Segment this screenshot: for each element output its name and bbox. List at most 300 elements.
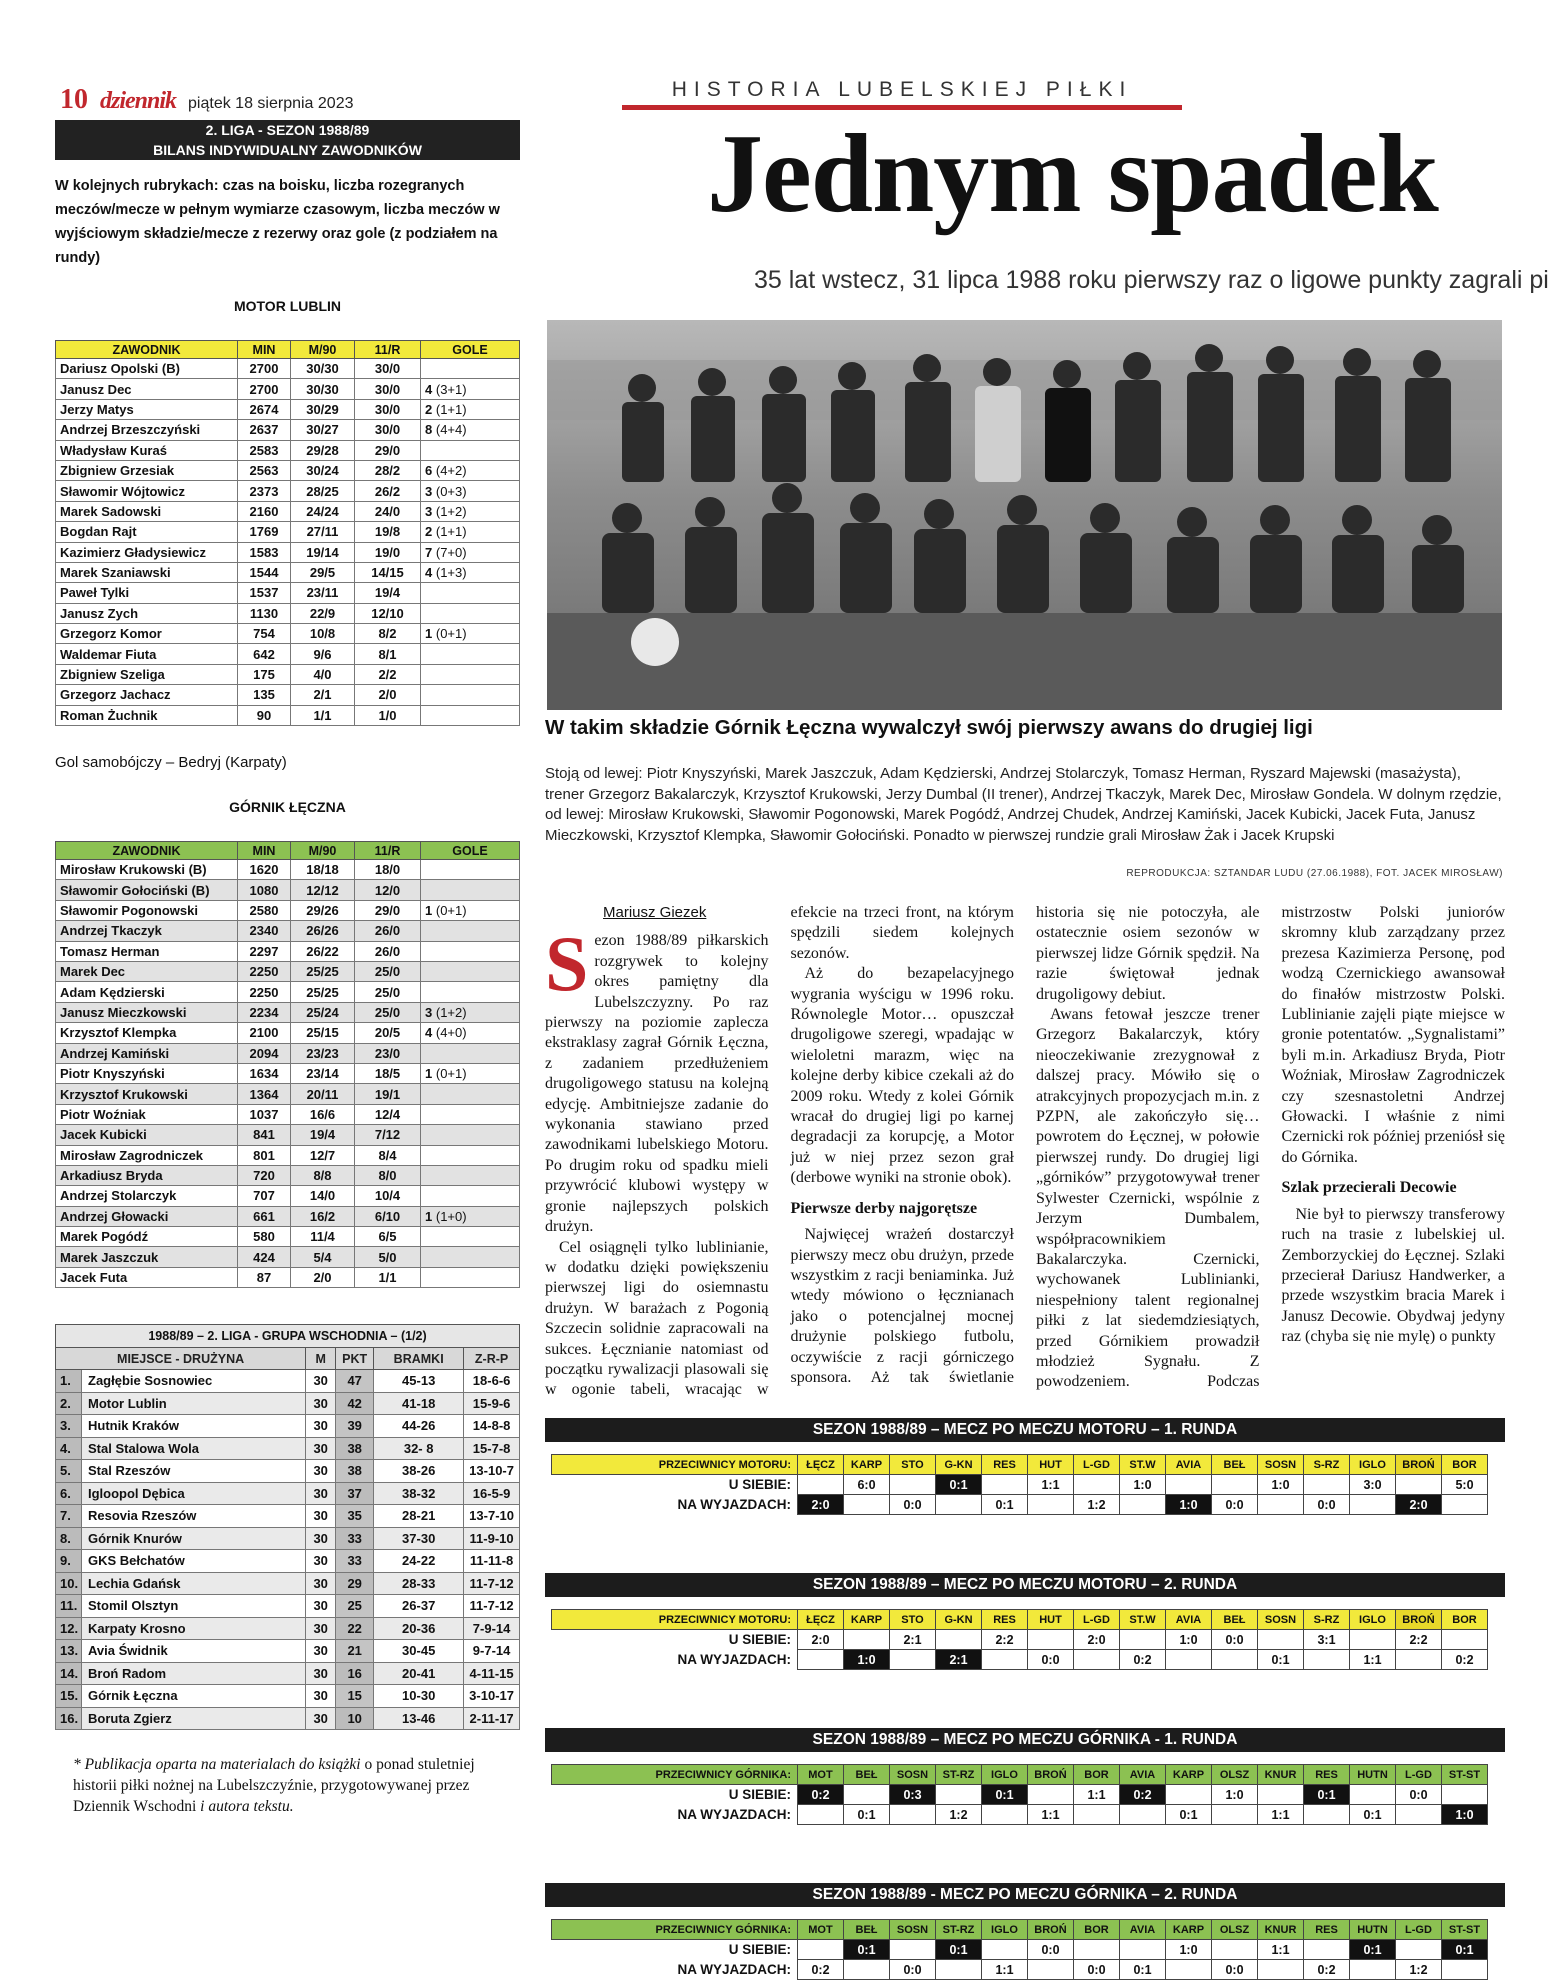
w-d-l: 11-7-12 [464, 1572, 520, 1595]
w-d-l: 4-11-15 [464, 1662, 520, 1685]
opponent-name: MOT [798, 1765, 844, 1785]
col-wdl: Z-R-P [464, 1348, 520, 1370]
article-paragraph-4: Najwięcej wrażeń dostarczył pierwszy mecz obu drużyn, przede wszystkim z racji beniaminka. Już wtedy mówiono o łęcznianach jako o potencjalnej mocnej drużynie polskiego futbolu, oczywiście z racji górniczego sponsora. Aż tak świetlanie historia się nie potoczyła, ale ostatecznie osiem sezonów w pierwszej lidze Górnik spędził. Na razie świętował jednak drugoligowy debiut. [790, 904, 1260, 1386]
player-11r: 26/0 [355, 941, 421, 961]
opponent-name: BROŃ [1396, 1455, 1442, 1475]
goals-split: (4+4) [435, 422, 467, 438]
opponent-name: BROŃ [1028, 1765, 1074, 1785]
goal-balance: 20-36 [374, 1617, 464, 1640]
opponents-label: PRZECIWNICY MOTORU: [552, 1455, 798, 1475]
footnote-part-a: * Publikacja oparta na materialach do książki [73, 1756, 365, 1774]
player-min: 1080 [238, 880, 291, 900]
table-row [56, 705, 520, 725]
player-goals [421, 880, 520, 900]
opponent-name: AVIA [1166, 1610, 1212, 1630]
drop-cap: S [545, 920, 589, 1008]
opponent-name: BEŁ [844, 1920, 890, 1940]
match-board [545, 1418, 1505, 1515]
opponent-name: ST.W [1120, 1610, 1166, 1630]
position: 5. [56, 1460, 82, 1483]
player-m90: 5/4 [291, 1247, 355, 1267]
match-score [1212, 1475, 1258, 1495]
player-goals [421, 1206, 520, 1226]
player-m90: 18/18 [291, 860, 355, 880]
player-goals [421, 399, 520, 419]
own-goal-note: Gol samobójczy – Bedryj (Karpaty) [55, 754, 287, 772]
team-name: GKS Bełchatów [82, 1550, 306, 1573]
points: 42 [336, 1392, 374, 1415]
player-m90: 27/11 [291, 522, 355, 542]
position: 8. [56, 1527, 82, 1550]
team-name: Hutnik Kraków [82, 1415, 306, 1438]
match-score [1028, 1495, 1074, 1515]
player-name: Paweł Tylki [56, 583, 238, 603]
opponent-name: RES [982, 1610, 1028, 1630]
player-name: Dariusz Opolski (B) [56, 359, 238, 379]
player-name: Andrzej Tkaczyk [56, 921, 238, 941]
player-name: Krzysztof Krukowski [56, 1084, 238, 1104]
position: 7. [56, 1505, 82, 1528]
player-m90: 25/24 [291, 1002, 355, 1022]
goal-balance: 38-32 [374, 1482, 464, 1505]
w-d-l: 3-10-17 [464, 1685, 520, 1708]
match-score: 0:3 [890, 1785, 936, 1805]
table-row [56, 1002, 520, 1022]
player-name: Marek Szaniawski [56, 562, 238, 582]
goal-balance: 10-30 [374, 1685, 464, 1708]
table-row [56, 440, 520, 460]
opponents-row [552, 1765, 1488, 1785]
player-11r: 1/1 [355, 1267, 421, 1287]
banner-line-1: 2. LIGA - SEZON 1988/89 [205, 122, 370, 138]
table-row [56, 880, 520, 900]
subheadline: 35 lat wstecz, 31 lipca 1988 roku pierwszy raz o ligowe punkty zagrali pi [754, 266, 1549, 294]
opponent-name: BROŃ [1396, 1610, 1442, 1630]
matches: 30 [306, 1550, 336, 1573]
player-min: 2580 [238, 900, 291, 920]
page-number: 10 [60, 84, 88, 115]
article-author: Mariusz Giezek [603, 904, 707, 921]
match-score [1396, 1650, 1442, 1670]
player-m90: 19/14 [291, 542, 355, 562]
goal-balance: 45-13 [374, 1370, 464, 1393]
w-d-l: 9-7-14 [464, 1640, 520, 1663]
points: 38 [336, 1460, 374, 1483]
player-name: Andrzej Brzeszczyński [56, 420, 238, 440]
match-score: 3:0 [1350, 1475, 1396, 1495]
team-name: Avia Świdnik [82, 1640, 306, 1663]
match-score [1074, 1940, 1120, 1960]
home-results-row [552, 1785, 1488, 1805]
player-min: 720 [238, 1165, 291, 1185]
opponent-name: ŁĘCZ [798, 1455, 844, 1475]
match-board [545, 1573, 1505, 1670]
player-min: 2297 [238, 941, 291, 961]
player-name: Sławomir Wójtowicz [56, 481, 238, 501]
opponent-name: HUT [1028, 1455, 1074, 1475]
table-row [56, 1206, 520, 1226]
player-11r: 14/15 [355, 562, 421, 582]
player-name: Kazimierz Gładysiewicz [56, 542, 238, 562]
article-subheading-1: Pierwsze derby najgorętsze [790, 1199, 978, 1217]
opponent-name: BEŁ [1212, 1610, 1258, 1630]
match-score [844, 1785, 890, 1805]
article-paragraph-6: Nie był to pierwszy transferowy ruch na trasie z lubelskiej ul. Zemborzyckiej do Łęcznej. Szlaki przecierał Dariusz Handwerker, a przede wszystkim bracia Marek i Janusz Decowie. Obydwaj jedyny raz (chyba się nie mylę) o punkty [1281, 1205, 1505, 1346]
match-score: 1:1 [1074, 1785, 1120, 1805]
player-min: 1583 [238, 542, 291, 562]
matches: 30 [306, 1617, 336, 1640]
player-m90: 28/25 [291, 481, 355, 501]
w-d-l: 15-7-8 [464, 1437, 520, 1460]
table-row [56, 1227, 520, 1247]
match-score: 0:1 [1350, 1805, 1396, 1825]
match-score: 2:2 [982, 1630, 1028, 1650]
match-score [1120, 1940, 1166, 1960]
match-score [1212, 1650, 1258, 1670]
col-m: M [306, 1348, 336, 1370]
football [631, 618, 679, 666]
match-score [982, 1475, 1028, 1495]
team-name: Stal Stalowa Wola [82, 1437, 306, 1460]
match-grid [551, 1609, 1488, 1670]
match-score: 3:1 [1304, 1630, 1350, 1650]
opponent-name: STO [890, 1455, 936, 1475]
table-row [56, 644, 520, 664]
away-results-row [552, 1495, 1488, 1515]
goals-split: (0+1) [435, 903, 467, 918]
article-paragraph-5: Awans fetował jeszcze trener Grzegorz Bakalarczyk, który nieoczekiwanie zrezygnował z dalszej pracy. Mówiło się o atrakcyjnych propozycjach m.in. z PZPN, ale zakończyło się… powrotem do Łęcznej, w połowie pierwszej rundy. Do drugiej ligi „górników” przygotowywał trener Sylwester Czernicki, wspólnie z Jerzym Dumbalem, współpracownikiem Bakalarczyka. Czernicki, wychowanek Lublinianki, niespełniony talent regionalnej piłki z lat siedemdziesiątych, przed Górnikiem prowadził młodzież Sygnału. Z powodzeniem. Podczas mistrzostw Polski juniorów skromny klub zarządzany przez prezesa Kazimierza Personę, pod wodzą Czernickiego awansował do finałów mistrzostw Polski. Lublinianie zajęli piąte miejsce w gronie potentatów. „Sygnalistami” byli m.in. Arkadiusz Bryda, Piotr Woźniak, Mirosław Zagrodniczek czy szesnastoletni Andrzej Głowacki. I właśnie z nimi Czernicki rok później przeniósł się do Górnika. [1036, 904, 1505, 1391]
stats-intro: W kolejnych rubrykach: czas na boisku, liczba rozegranych meczów/mecze w pełnym wymiarze czasowym, liczba meczów w wyjściowym składzie/mecze z rezerwy oraz gole (z podziałem na rundy) [55, 178, 500, 266]
match-score: 1:0 [1212, 1785, 1258, 1805]
match-score: 1:0 [1166, 1940, 1212, 1960]
goals-total: 1 [425, 903, 433, 918]
match-board [545, 1728, 1505, 1825]
player-m90: 29/28 [291, 440, 355, 460]
player-m90: 16/6 [291, 1104, 355, 1124]
points: 39 [336, 1415, 374, 1438]
table-row [56, 1063, 520, 1083]
table-row [56, 1104, 520, 1124]
match-score: 1:1 [1258, 1805, 1304, 1825]
table-row [56, 1460, 520, 1483]
player-name: Mirosław Zagrodniczek [56, 1145, 238, 1165]
col-m90: M/90 [291, 341, 355, 359]
matches: 30 [306, 1437, 336, 1460]
points: 22 [336, 1617, 374, 1640]
home-label: U SIEBIE: [552, 1785, 798, 1805]
points: 33 [336, 1550, 374, 1573]
player-name: Sławomir Gołociński (B) [56, 880, 238, 900]
goals-split: (1+3) [435, 565, 467, 581]
player-min: 87 [238, 1267, 291, 1287]
player-min: 2583 [238, 440, 291, 460]
player-m90: 30/30 [291, 379, 355, 399]
player-goals [421, 1227, 520, 1247]
match-score [1074, 1650, 1120, 1670]
points: 15 [336, 1685, 374, 1708]
goals-split: (3+1) [435, 381, 467, 397]
team-name: Zagłębie Sosnowiec [82, 1370, 306, 1393]
photo-caption: W takim składzie Górnik Łęczna wywalczył swój pierwszy awans do drugiej ligi [545, 716, 1313, 739]
goals-split: (1+1) [435, 524, 467, 540]
matches: 30 [306, 1505, 336, 1528]
match-score: 0:0 [1212, 1495, 1258, 1515]
player-m90: 25/25 [291, 982, 355, 1002]
player-goals [421, 1125, 520, 1145]
footnote [55, 1754, 520, 1817]
player-min: 707 [238, 1186, 291, 1206]
player-min: 1130 [238, 603, 291, 623]
player-11r: 28/2 [355, 460, 421, 480]
col-goals: BRAMKI [374, 1348, 464, 1370]
opponent-name: IGLO [982, 1920, 1028, 1940]
player-11r: 6/5 [355, 1227, 421, 1247]
opponents-row [552, 1610, 1488, 1630]
match-score [890, 1940, 936, 1960]
match-board [545, 1883, 1505, 1980]
table-row [56, 583, 520, 603]
match-score: 0:0 [890, 1495, 936, 1515]
col-player: ZAWODNIK [56, 842, 238, 860]
table-row [56, 460, 520, 480]
player-min: 2674 [238, 399, 291, 419]
match-score [936, 1630, 982, 1650]
match-score [1212, 1805, 1258, 1825]
player-m90: 8/8 [291, 1165, 355, 1185]
match-score: 0:2 [1120, 1785, 1166, 1805]
player-m90: 23/14 [291, 1063, 355, 1083]
opponent-name: RES [982, 1455, 1028, 1475]
goals-total: 2 [425, 401, 433, 417]
col-m90: M/90 [291, 842, 355, 860]
match-score [1166, 1475, 1212, 1495]
match-score [890, 1650, 936, 1670]
player-m90: 12/12 [291, 880, 355, 900]
points: 38 [336, 1437, 374, 1460]
player-11r: 8/2 [355, 624, 421, 644]
away-label: NA WYJAZDACH: [552, 1805, 798, 1825]
matches: 30 [306, 1685, 336, 1708]
league-table [55, 1324, 520, 1730]
table-row [56, 1617, 520, 1640]
w-d-l: 18-6-6 [464, 1370, 520, 1393]
match-score [844, 1960, 890, 1980]
match-score [1304, 1475, 1350, 1495]
player-goals [421, 501, 520, 521]
goals-split: (1+0) [435, 1208, 467, 1224]
points: 37 [336, 1482, 374, 1505]
match-score: 2:1 [936, 1650, 982, 1670]
article-paragraph-3: Aż do bezapelacyjnego wygrania wyścigu w 1996 roku. Równolegle Motor… opuszczał drugoligowe szeregi, wpadając w wieloletni marazm, więc na kolejne derby kibice czekali aż do 2009 roku. Wtedy z kolei Górnik wracał do drugiej ligi po karnej degradacji za korupcję, a Motor już w niej przez sezon grał (derbowe wyniki na stronie obok). [790, 965, 1014, 1187]
match-score: 0:2 [1304, 1960, 1350, 1980]
w-d-l: 11-11-8 [464, 1550, 520, 1573]
player-min: 754 [238, 624, 291, 644]
table-row [56, 982, 520, 1002]
player-m90: 29/26 [291, 900, 355, 920]
player-goals [421, 359, 520, 379]
match-score: 0:0 [1074, 1960, 1120, 1980]
table-row [56, 961, 520, 981]
w-d-l: 11-7-12 [464, 1595, 520, 1618]
player-min: 2234 [238, 1002, 291, 1022]
player-goals [421, 440, 520, 460]
team-name: Górnik Łęczna [82, 1685, 306, 1708]
goal-balance: 28-21 [374, 1505, 464, 1528]
footnote-part-d: i autora tekstu. [196, 1798, 294, 1816]
player-11r: 18/0 [355, 860, 421, 880]
player-11r: 25/0 [355, 961, 421, 981]
opponent-name: IGLO [1350, 1455, 1396, 1475]
player-11r: 8/4 [355, 1145, 421, 1165]
team-name: Górnik Knurów [82, 1527, 306, 1550]
match-score: 0:2 [798, 1785, 844, 1805]
opponent-name: KNUR [1258, 1765, 1304, 1785]
match-score [798, 1650, 844, 1670]
team-name: Motor Lublin [82, 1392, 306, 1415]
table-row [56, 1685, 520, 1708]
goals-total: 1 [425, 1208, 433, 1224]
player-goals [421, 460, 520, 480]
table-row [56, 1482, 520, 1505]
match-score [1442, 1495, 1488, 1515]
player-name: Arkadiusz Bryda [56, 1165, 238, 1185]
player-name: Jacek Kubicki [56, 1125, 238, 1145]
opponent-name: RES [1304, 1765, 1350, 1785]
match-grid [551, 1454, 1488, 1515]
home-label: U SIEBIE: [552, 1630, 798, 1650]
player-goals [421, 860, 520, 880]
match-score: 0:1 [936, 1940, 982, 1960]
player-name: Marek Sadowski [56, 501, 238, 521]
col-team: MIEJSCE - DRUŻYNA [56, 1348, 306, 1370]
home-label: U SIEBIE: [552, 1940, 798, 1960]
match-board-title: SEZON 1988/89 - MECZ PO MECZU GÓRNIKA – 2. RUNDA [545, 1883, 1505, 1907]
match-score [1074, 1805, 1120, 1825]
goals-total: 4 [425, 381, 433, 397]
goals-split: (0+3) [435, 483, 467, 499]
goals-split: (4+2) [435, 463, 467, 479]
match-score: 0:0 [1212, 1630, 1258, 1650]
match-score: 0:0 [1304, 1495, 1350, 1515]
opponent-name: HUT [1028, 1610, 1074, 1630]
opponent-name: BOR [1442, 1610, 1488, 1630]
position: 13. [56, 1640, 82, 1663]
left-column [55, 120, 520, 1817]
team-name: Lechia Gdańsk [82, 1572, 306, 1595]
opponents-label: PRZECIWNICY GÓRNIKA: [552, 1765, 798, 1785]
matches: 30 [306, 1707, 336, 1730]
table-row [56, 1084, 520, 1104]
opponent-name: ST.W [1120, 1455, 1166, 1475]
player-goals [421, 624, 520, 644]
matches: 30 [306, 1415, 336, 1438]
player-goals [421, 961, 520, 981]
position: 2. [56, 1392, 82, 1415]
club-title-motor: MOTOR LUBLIN [233, 298, 342, 314]
match-score: 0:1 [1442, 1940, 1488, 1960]
player-goals [421, 664, 520, 684]
match-score [1350, 1630, 1396, 1650]
match-score: 1:0 [1166, 1495, 1212, 1515]
player-min: 2160 [238, 501, 291, 521]
match-score: 0:1 [1304, 1785, 1350, 1805]
matches: 30 [306, 1370, 336, 1393]
opponent-name: BEŁ [1212, 1455, 1258, 1475]
player-11r: 6/10 [355, 1206, 421, 1226]
article-paragraph-2: Cel osiągnęli tylko lublinianie, w dodatku dzięki powiększeniu pierwszej ligi do osiemnastu drużyn. W barażach z Pogonią Szczecin solidnie zapracowali na sukces. Łęcznianie natomiast od początku rywalizacji plasowali się w ogonie tabeli, wracając w efekcie na trzeci front, na którym spędzili siedem kolejnych sezonów. [545, 904, 1014, 1399]
position: 3. [56, 1415, 82, 1438]
player-min: 580 [238, 1227, 291, 1247]
player-goals [421, 941, 520, 961]
player-name: Marek Pogódź [56, 1227, 238, 1247]
match-grid [551, 1919, 1488, 1980]
opponent-name: OLSZ [1212, 1765, 1258, 1785]
player-name: Jacek Futa [56, 1267, 238, 1287]
points: 29 [336, 1572, 374, 1595]
player-goals [421, 1104, 520, 1124]
goal-balance: 37-30 [374, 1527, 464, 1550]
match-score [1442, 1785, 1488, 1805]
match-board-title: SEZON 1988/89 – MECZ PO MECZU MOTORU – 1. RUNDA [545, 1418, 1505, 1442]
player-11r: 26/2 [355, 481, 421, 501]
match-score: 6:0 [844, 1475, 890, 1495]
page-header [60, 84, 353, 114]
matches: 30 [306, 1527, 336, 1550]
player-m90: 19/4 [291, 1125, 355, 1145]
table-row [56, 1145, 520, 1165]
player-min: 175 [238, 664, 291, 684]
player-m90: 20/11 [291, 1084, 355, 1104]
player-name: Roman Żuchnik [56, 705, 238, 725]
player-min: 2250 [238, 982, 291, 1002]
table-row [56, 624, 520, 644]
player-name: Grzegorz Jachacz [56, 685, 238, 705]
player-goals [421, 1063, 520, 1083]
opponent-name: S-RZ [1304, 1455, 1350, 1475]
table-row [56, 542, 520, 562]
team-name: Stomil Olsztyn [82, 1595, 306, 1618]
table-row [56, 685, 520, 705]
match-score [1258, 1495, 1304, 1515]
table-row [56, 481, 520, 501]
opponent-name: BROŃ [1028, 1920, 1074, 1940]
goal-balance: 13-46 [374, 1707, 464, 1730]
player-11r: 29/0 [355, 440, 421, 460]
table-row [56, 1043, 520, 1063]
opponent-name: KARP [1166, 1920, 1212, 1940]
player-goals [421, 921, 520, 941]
player-goals [421, 1267, 520, 1287]
player-goals [421, 1002, 520, 1022]
player-goals [421, 1023, 520, 1043]
player-name: Piotr Knyszyński [56, 1063, 238, 1083]
opponents-row [552, 1455, 1488, 1475]
table-row [56, 860, 520, 880]
player-m90: 23/23 [291, 1043, 355, 1063]
goals-total: 2 [425, 524, 433, 540]
opponent-name: BEŁ [844, 1765, 890, 1785]
opponent-name: AVIA [1166, 1455, 1212, 1475]
col-player: ZAWODNIK [56, 341, 238, 359]
match-score [1442, 1630, 1488, 1650]
match-score [1304, 1805, 1350, 1825]
match-score [1166, 1650, 1212, 1670]
player-min: 1364 [238, 1084, 291, 1104]
player-goals [421, 481, 520, 501]
opponent-name: KARP [844, 1455, 890, 1475]
away-label: NA WYJAZDACH: [552, 1650, 798, 1670]
col-pts: PKT [336, 1348, 374, 1370]
